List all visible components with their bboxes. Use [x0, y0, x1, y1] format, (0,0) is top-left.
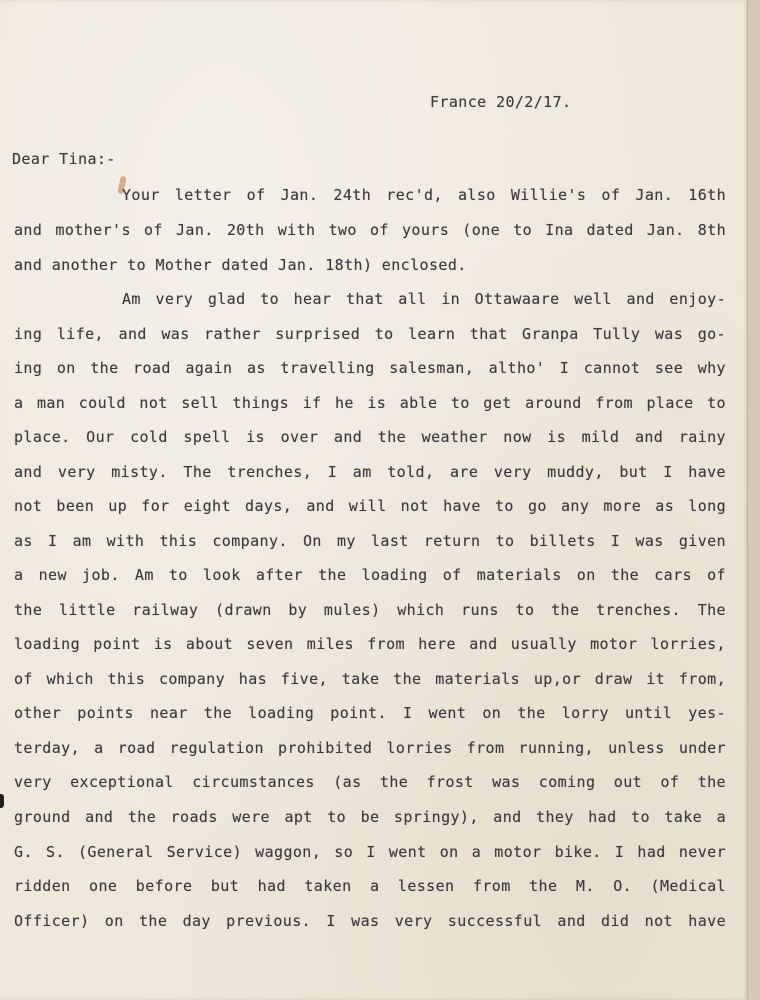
letter-line: terday, a road regulation prohibited lorries from running, unless under: [14, 739, 726, 757]
letter-line: other points near the loading point. I went on the lorry until yes-: [14, 704, 726, 722]
letter-line: ground and the roads were apt to be springy), and they had to take a: [14, 808, 726, 826]
letter-line: and mother's of Jan. 20th with two of yours (one to Ina dated Jan. 8th: [14, 221, 726, 239]
letter-line: very exceptional circumstances (as the frost was coming out of the: [14, 773, 726, 791]
letter-line: ing life, and was rather surprised to learn that Granpa Tully was go-: [14, 325, 726, 343]
letter-line: a man could not sell things if he is able to get around from place to: [14, 394, 726, 412]
letter-line: and very misty. The trenches, I am told, are very muddy, but I have: [14, 463, 726, 481]
letter-line: of which this company has five, take the materials up,or draw it from,: [14, 670, 726, 688]
letter-line: Your letter of Jan. 24th rec'd, also Willie's of Jan. 16th: [122, 186, 726, 204]
letter-line: not been up for eight days, and will not have to go any more as long: [14, 497, 726, 515]
letter-line: loading point is about seven miles from here and usually motor lorries,: [14, 635, 726, 653]
page-edge: [747, 0, 760, 1000]
letter-line: Am very glad to hear that all in Ottawaare well and enjoy-: [122, 290, 726, 308]
letter-line: G. S. (General Service) waggon, so I went on a motor bike. I had never: [14, 843, 726, 861]
letter-line: ridden one before but had taken a lessen from the M. O. (Medical: [14, 877, 726, 895]
letter-line: place. Our cold spell is over and the weather now is mild and rainy: [14, 428, 726, 446]
punch-hole-mark: [0, 794, 4, 808]
letter-line: as I am with this company. On my last return to billets I was given: [14, 532, 726, 550]
letter-line: Officer) on the day previous. I was very successful and did not have: [14, 912, 726, 930]
letter-line: and another to Mother dated Jan. 18th) enclosed.: [14, 256, 467, 274]
letter-line: ing on the road again as travelling salesman, altho' I cannot see why: [14, 359, 726, 377]
letter-line: the little railway (drawn by mules) which runs to the trenches. The: [14, 601, 726, 619]
letter-dateline: France 20/2/17.: [430, 93, 572, 111]
letter-salutation: Dear Tina:-: [12, 150, 116, 168]
letter-line: a new job. Am to look after the loading of materials on the cars of: [14, 566, 726, 584]
